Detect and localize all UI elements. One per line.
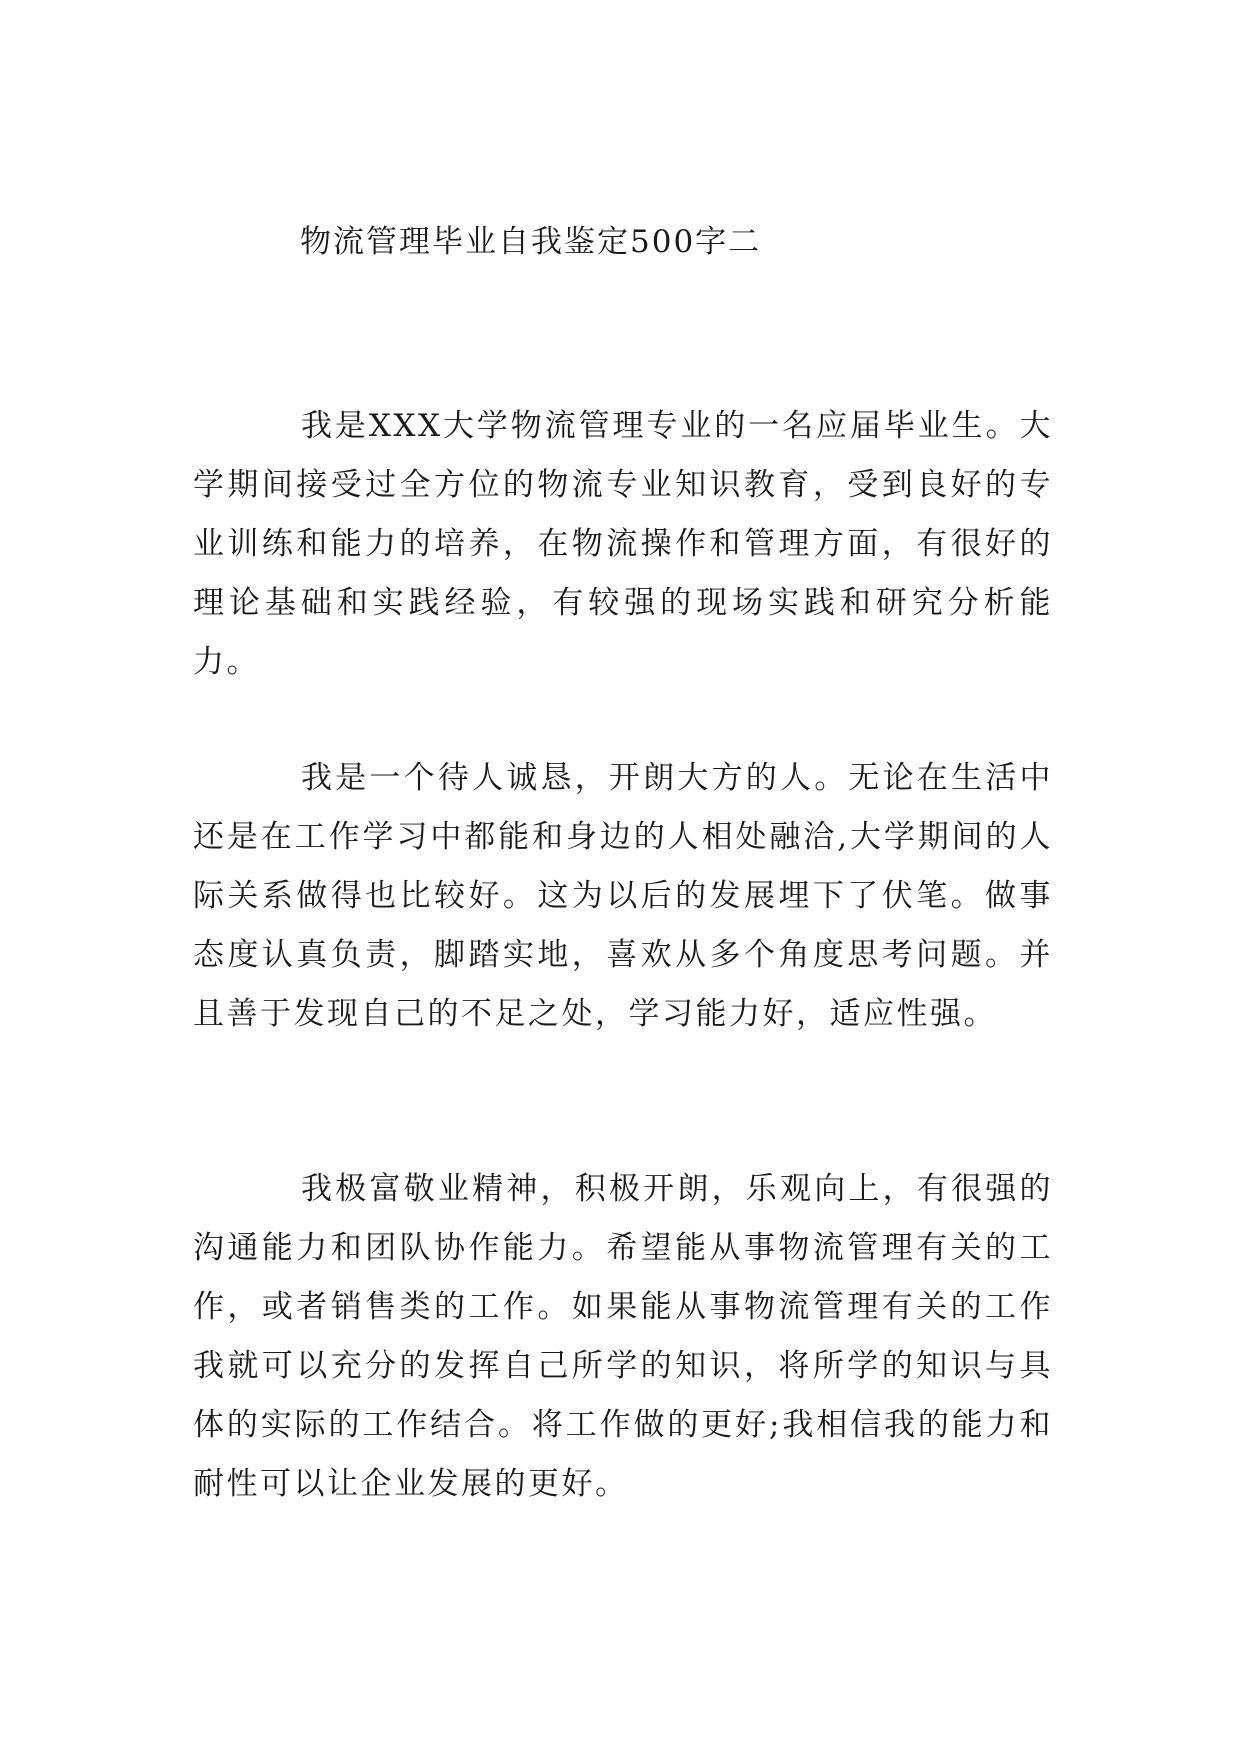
document-title: 物流管理毕业自我鉴定500字二 [300, 224, 762, 260]
paragraph-personality: 我是一个待人诚恳，开朗大方的人。无论在生活中还是在工作学习中都能和身边的人相处融洽,大学期间的人际关系做得也比较好。这为以后的发展埋下了伏笔。做事态度认真负责，脚踏实地，喜欢从多个角度思考问题。并且善于发现自己的不足之处，学习能力好，适应性强。 [193, 760, 1053, 1032]
paragraph-career-goals: 我极富敬业精神，积极开朗，乐观向上，有很强的沟通能力和团队协作能力。希望能从事物流管理有关的工作，或者销售类的工作。如果能从事物流管理有关的工作我就可以充分的发挥自己所学的知识，将所学的知识与具体的实际的工作结合。将工作做的更好;我相信我的能力和耐性可以让企业发展的更好。 [193, 1171, 1053, 1502]
paragraph-education: 我是XXX大学物流管理专业的一名应届毕业生。大学期间接受过全方位的物流专业知识教育，受到良好的专业训练和能力的培养，在物流操作和管理方面，有很好的理论基础和实践经验，有较强的现场实践和研究分析能力。 [193, 408, 1053, 680]
